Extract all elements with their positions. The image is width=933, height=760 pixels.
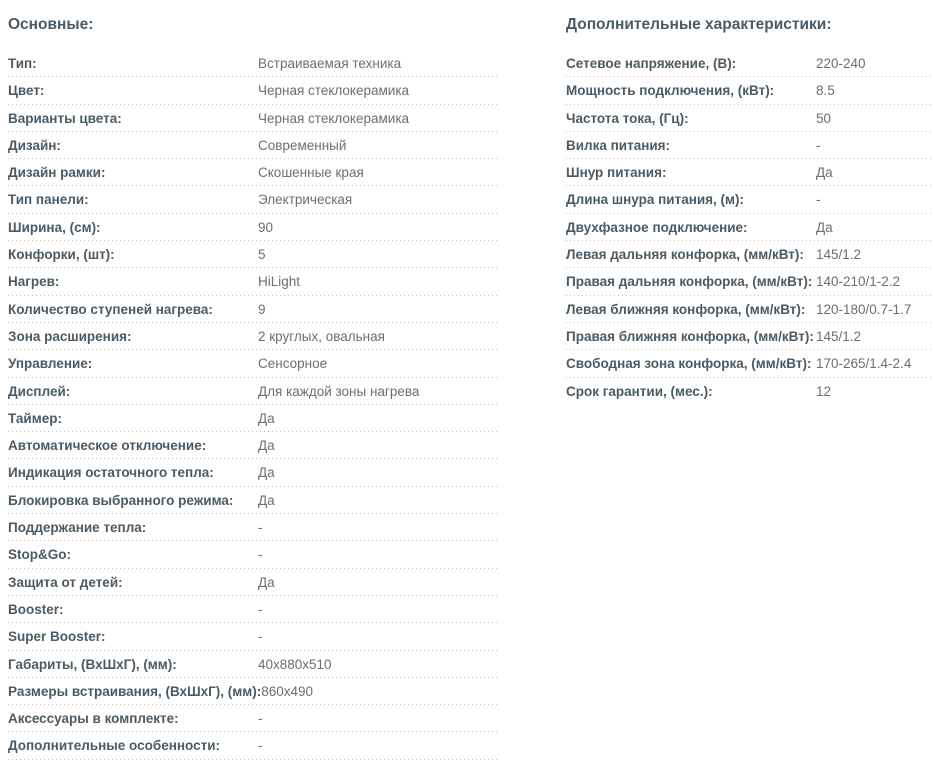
spec-row xyxy=(566,350,933,377)
spec-label: Дополнительные особенности: xyxy=(8,738,221,754)
section-title-additional: Дополнительные характеристики: xyxy=(566,16,832,33)
spec-value: - xyxy=(258,547,263,563)
spec-value: Да xyxy=(258,410,275,426)
spec-row xyxy=(8,50,500,77)
spec-value: 50 xyxy=(816,110,832,126)
spec-label: Правая ближняя конфорка, (мм/кВт): xyxy=(566,328,814,344)
spec-label: Booster: xyxy=(8,601,64,617)
spec-label: Сетевое напряжение, (В): xyxy=(566,56,737,71)
spec-value: Электрическая xyxy=(258,192,353,208)
spec-label: Варианты цвета: xyxy=(8,110,122,126)
spec-row xyxy=(8,77,500,104)
spec-label: Таймер: xyxy=(8,410,62,426)
spec-label: Защита от детей: xyxy=(8,574,123,590)
spec-value: Да xyxy=(258,574,275,590)
spec-row xyxy=(566,323,933,350)
spec-value: - xyxy=(816,137,821,153)
spec-row xyxy=(8,541,500,568)
spec-value: 5 xyxy=(258,247,266,263)
spec-label: Цвет: xyxy=(8,83,45,99)
spec-value: 145/1.2 xyxy=(816,328,862,344)
spec-row xyxy=(8,678,500,705)
spec-row xyxy=(8,405,500,432)
spec-value: Да xyxy=(258,438,275,454)
spec-label: Длина шнура питания, (м): xyxy=(566,192,745,208)
spec-label: Количество ступеней нагрева: xyxy=(8,301,213,317)
spec-value: 145/1.2 xyxy=(816,247,862,263)
spec-label: Конфорки, (шт): xyxy=(8,247,115,263)
spec-value: 170-265/1.4-2.4 xyxy=(816,356,912,372)
spec-value: Да xyxy=(258,492,275,508)
spec-label: Дисплей: xyxy=(8,383,71,399)
spec-label: Частота тока, (Гц): xyxy=(566,110,689,126)
spec-row xyxy=(566,159,933,186)
spec-row xyxy=(8,487,500,514)
section-additional-specs xyxy=(566,16,933,760)
spec-value: 8.5 xyxy=(816,83,835,99)
spec-row xyxy=(8,296,500,323)
spec-row xyxy=(566,214,933,241)
spec-value: Да xyxy=(816,219,833,235)
spec-value: Встраиваемая техника xyxy=(258,56,402,71)
spec-row xyxy=(566,105,933,132)
spec-row xyxy=(8,596,500,623)
spec-label: Stop&Go: xyxy=(8,547,71,563)
spec-value: 860x490 xyxy=(261,683,314,699)
spec-value: Черная стеклокерамика xyxy=(258,83,410,99)
spec-row xyxy=(8,623,500,650)
spec-label: Тип панели: xyxy=(8,192,89,208)
spec-row xyxy=(8,705,500,732)
spec-row xyxy=(8,186,500,213)
spec-label: Шнур питания: xyxy=(566,165,667,181)
spec-row xyxy=(566,77,933,104)
spec-value: - xyxy=(258,520,263,536)
spec-label: Super Booster: xyxy=(8,629,106,645)
spec-row xyxy=(8,105,500,132)
spec-row xyxy=(8,651,500,678)
spec-value: - xyxy=(258,711,263,727)
spec-row xyxy=(8,214,500,241)
spec-value: 12 xyxy=(816,383,832,399)
spec-label: Зона расширения: xyxy=(8,328,132,344)
spec-row xyxy=(566,50,933,77)
spec-value: Скошенные края xyxy=(258,165,364,181)
spec-value: - xyxy=(258,738,263,754)
spec-value: Да xyxy=(816,165,833,181)
spec-row xyxy=(566,378,933,405)
spec-value: Для каждой зоны нагрева xyxy=(258,383,420,399)
spec-row xyxy=(566,268,933,295)
spec-row xyxy=(8,432,500,459)
spec-row xyxy=(8,159,500,186)
spec-label: Тип: xyxy=(8,56,37,71)
spec-row xyxy=(566,132,933,159)
spec-label: Блокировка выбранного режима: xyxy=(8,492,234,508)
spec-row xyxy=(566,241,933,268)
spec-value: - xyxy=(258,601,263,617)
spec-value: Современный xyxy=(258,137,347,153)
spec-label: Ширина, (см): xyxy=(8,219,101,235)
spec-value: Сенсорное xyxy=(258,356,328,372)
spec-value: - xyxy=(258,629,263,645)
spec-label: Свободная зона конфорка, (мм/кВт): xyxy=(566,356,812,372)
spec-label: Дизайн рамки: xyxy=(8,165,106,181)
spec-label: Размеры встраивания, (ВхШхГ), (мм): xyxy=(8,683,262,699)
spec-row xyxy=(8,132,500,159)
spec-value: Черная стеклокерамика xyxy=(258,110,410,126)
main-specs-table xyxy=(8,50,500,760)
spec-value: 220-240 xyxy=(816,56,866,71)
spec-row xyxy=(8,268,500,295)
spec-value: Да xyxy=(258,465,275,481)
spec-row xyxy=(8,514,500,541)
spec-value: 2 круглых, овальная xyxy=(258,328,385,344)
spec-value: 40x880x510 xyxy=(258,656,332,672)
spec-label: Автоматическое отключение: xyxy=(8,438,207,454)
spec-label: Правая дальняя конфорка, (мм/кВт): xyxy=(566,274,813,290)
spec-label: Аксессуары в комплекте: xyxy=(8,711,179,727)
spec-label: Вилка питания: xyxy=(566,137,671,153)
section-title-main: Основные: xyxy=(8,16,94,33)
spec-row xyxy=(566,296,933,323)
spec-row xyxy=(8,732,500,759)
spec-label: Поддержание тепла: xyxy=(8,520,147,536)
section-main-specs xyxy=(8,16,500,760)
spec-value: - xyxy=(816,192,821,208)
additional-specs-table xyxy=(566,50,933,405)
spec-value: 90 xyxy=(258,219,274,235)
spec-label: Нагрев: xyxy=(8,274,60,290)
spec-row xyxy=(8,323,500,350)
spec-row xyxy=(8,378,500,405)
spec-row xyxy=(8,459,500,486)
spec-label: Левая дальняя конфорка, (мм/кВт): xyxy=(566,247,804,263)
spec-row xyxy=(8,569,500,596)
spec-label: Двухфазное подключение: xyxy=(566,219,748,235)
spec-label: Срок гарантии, (мес.): xyxy=(566,383,713,399)
spec-label: Левая ближняя конфорка, (мм/кВт): xyxy=(566,301,806,317)
spec-label: Мощность подключения, (кВт): xyxy=(566,83,775,99)
spec-label: Индикация остаточного тепла: xyxy=(8,465,214,481)
spec-row xyxy=(566,186,933,213)
spec-label: Габариты, (ВхШхГ), (мм): xyxy=(8,656,177,672)
spec-row xyxy=(8,350,500,377)
spec-value: 9 xyxy=(258,301,266,317)
spec-label: Дизайн: xyxy=(8,137,61,153)
spec-row xyxy=(8,241,500,268)
spec-value: 140-210/1-2.2 xyxy=(816,274,901,290)
spec-value: 120-180/0.7-1.7 xyxy=(816,301,912,317)
spec-value: HiLight xyxy=(258,274,301,290)
spec-label: Управление: xyxy=(8,356,93,372)
